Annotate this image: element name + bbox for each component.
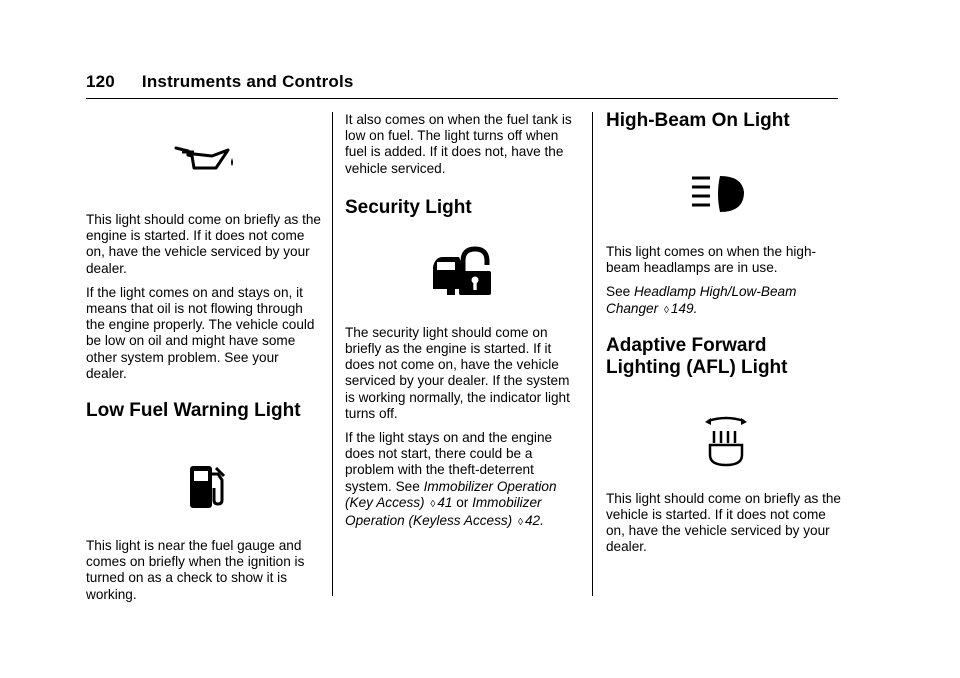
afl-heading-line-2: Lighting (AFL) Light bbox=[606, 356, 788, 378]
column-2 bbox=[345, 112, 579, 539]
immobilizer-key-access-link[interactable]: Immobilizer Operation (Key Access) bbox=[345, 478, 557, 510]
high-beam-icon bbox=[686, 174, 754, 214]
page-reference-arrow-icon: ◊ bbox=[430, 498, 436, 510]
afl-heading bbox=[606, 335, 842, 379]
column-divider-1 bbox=[332, 112, 333, 596]
high-beam-paragraph-1: This light comes on when the high-beam headlamps are in use. bbox=[606, 244, 817, 276]
immobilizer-keyless-access-link[interactable]: Immobilizer Operation (Keyless Access) bbox=[345, 494, 542, 529]
page-reference-arrow-icon: ◊ bbox=[518, 517, 523, 529]
page-reference-arrow-icon: ◊ bbox=[663, 304, 669, 316]
oil-light-paragraph-1: This light should come on briefly as the engine is started. If it does not come on, have the vehicle serviced by your dealer. bbox=[86, 212, 321, 276]
afl-paragraph-1: This light should come on briefly as the vehicle is started. If it does not come on, have the vehicle serviced by your dealer. bbox=[606, 490, 841, 555]
column-3 bbox=[606, 110, 842, 564]
fuel-pump-icon bbox=[186, 462, 230, 512]
security-paragraph-1: The security light should come on briefly as the engine is started. If it does not come on, have the vehicle serviced by your dealer. If the system is working normally, the indicator light turns off. bbox=[345, 324, 570, 421]
page-number: 120 bbox=[86, 72, 115, 91]
page-reference-41[interactable]: 41 bbox=[437, 494, 453, 510]
afl-heading-line-1: Adaptive Forward bbox=[606, 334, 767, 356]
security-paragraph-2 bbox=[345, 430, 579, 531]
see-text: See bbox=[606, 284, 634, 300]
headlamp-changer-link[interactable]: Headlamp High/Low-Beam Changer bbox=[606, 284, 797, 316]
low-fuel-paragraph-2: It also comes on when the fuel tank is low on fuel. The light turns off when fuel is added. If it does not, have the vehicle serviced. bbox=[345, 112, 572, 176]
column-1 bbox=[86, 140, 322, 611]
oil-light-paragraph-2: If the light comes on and stays on, it means that oil is not flowing through the engine properly. The vehicle could be low on oil and might have some other system problem. See your dealer. bbox=[86, 284, 315, 381]
page-header bbox=[86, 72, 354, 92]
section-title: Instruments and Controls bbox=[141, 72, 354, 91]
page-reference-149[interactable]: 149. bbox=[670, 300, 698, 316]
column-divider-2 bbox=[592, 112, 593, 596]
low-fuel-paragraph-1: This light is near the fuel gauge and comes on briefly when the ignition is turned on as a check to show it is working. bbox=[86, 538, 305, 602]
car-padlock-icon bbox=[429, 245, 493, 297]
security-paragraph-2-text: If the light stays on and the engine does not start, there could be a problem with the theft-deterrent system. See bbox=[345, 430, 553, 494]
security-light-heading: Security Light bbox=[345, 196, 472, 218]
page-reference-42[interactable]: 42. bbox=[524, 513, 544, 529]
oil-can-icon bbox=[172, 142, 242, 176]
low-fuel-heading: Low Fuel Warning Light bbox=[86, 400, 301, 422]
high-beam-heading: High-Beam On Light bbox=[606, 110, 790, 131]
adaptive-headlamp-icon bbox=[702, 413, 750, 469]
high-beam-paragraph-2 bbox=[606, 284, 842, 318]
header-rule bbox=[86, 98, 838, 99]
or-text: or bbox=[452, 494, 473, 510]
